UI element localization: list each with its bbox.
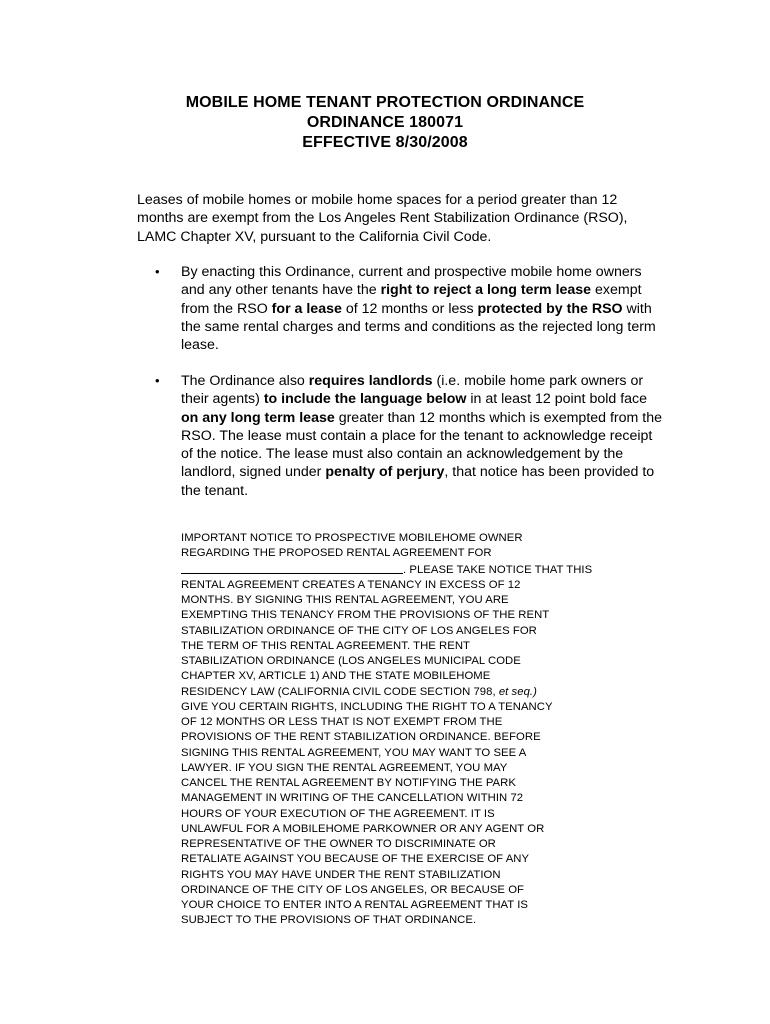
bullet-2-part: in at least 12 point bold face (466, 391, 648, 408)
bullet-2-part: (i.e. mobile home park owners or their agents) (181, 373, 644, 408)
notice-italic-text: et seq.) (498, 685, 537, 698)
notice-line: SUBJECT TO THE PROVISIONS OF THAT ORDINANCE. (181, 914, 477, 927)
notice-line: YOUR CHOICE TO ENTER INTO A RENTAL AGREEMENT THAT IS (181, 899, 529, 911)
bullet-2-text (181, 372, 667, 500)
notice-line: RIGHTS YOU MAY HAVE UNDER THE RENT STABILIZATION (181, 868, 501, 881)
bullet-1-part: By enacting this Ordinance, current and prospective mobile home owners and any other tenants have the (181, 264, 642, 299)
notice-line: GIVE YOU CERTAIN RIGHTS, INCLUDING THE RIGHT TO A TENANCY (181, 700, 553, 713)
notice-line-text: RESIDENCY LAW (CALIFORNIA CIVIL CODE SECTION 798, (181, 685, 499, 698)
bullet-1-part: with the same rental charges and terms and conditions as the rejected long term lease. (181, 300, 656, 354)
notice-line: PROVISIONS OF THE RENT STABILIZATION ORDINANCE. BEFORE (181, 731, 541, 744)
notice-line-text: . PLEASE TAKE NOTICE THAT THIS (403, 563, 593, 576)
notice-line: IMPORTANT NOTICE TO PROSPECTIVE MOBILEHOME OWNER (181, 532, 523, 544)
bullet-1-text (181, 263, 667, 354)
notice-line: THE TERM OF THIS RENTAL AGREEMENT. THE RENT (181, 639, 470, 652)
notice-line: HOURS OF YOUR EXECUTION OF THE AGREEMENT. IT IS (181, 807, 495, 820)
intro-paragraph: Leases of mobile homes or mobile home spaces for a period greater than 12 months are exempt from the Los Angeles Rent Stabilization Ordinance (RSO), LAMC Chapter XV, pursuant to the California Civil Code. (137, 192, 628, 245)
notice-line: STABILIZATION ORDINANCE (LOS ANGELES MUNICIPAL CODE (181, 655, 521, 667)
bullet-dot-icon: • (155, 373, 160, 388)
notice-line: MANAGEMENT IN WRITING OF THE CANCELLATION WITHIN 72 (181, 792, 524, 805)
notice-line: CHAPTER XV, ARTICLE 1) AND THE STATE MOBILEHOME (181, 670, 491, 683)
blank-fill-line (181, 562, 403, 574)
bullet-2-bold: requires landlords (308, 373, 433, 389)
bullet-dot-icon: • (155, 264, 160, 279)
bullet-2-part: The Ordinance also (181, 373, 309, 389)
title-line-1: MOBILE HOME TENANT PROTECTION ORDINANCE (185, 94, 585, 111)
important-notice-block (181, 531, 621, 929)
notice-line (181, 685, 621, 700)
bullet-2-part: , that notice has been provided to the tenant. (181, 464, 655, 499)
bullet-2-bold: to include the language below (263, 391, 467, 408)
title-line-2: ORDINANCE 180071 (306, 114, 464, 131)
notice-line: UNLAWFUL FOR A MOBILEHOME PARKOWNER OR ANY AGENT OR (181, 822, 545, 835)
bullet-1-bold: for a lease (271, 300, 342, 317)
bullet-1-bold: protected by the RSO (477, 300, 623, 317)
notice-line: SIGNING THIS RENTAL AGREEMENT, YOU MAY WANT TO SEE A (181, 746, 527, 759)
notice-line: ORDINANCE OF THE CITY OF LOS ANGELES, OR BECAUSE OF (181, 883, 524, 896)
document-title (0, 93, 770, 153)
notice-line: RETALIATE AGAINST YOU BECAUSE OF THE EXERCISE OF ANY (181, 853, 530, 866)
bullet-1-part: of 12 months or less (341, 300, 478, 317)
title-line-3: EFFECTIVE 8/30/2008 (302, 134, 468, 151)
notice-line: OF 12 MONTHS OR LESS THAT IS NOT EXEMPT FROM THE (181, 716, 503, 728)
bullet-2-bold: on any long term lease (181, 409, 335, 426)
notice-line: REPRESENTATIVE OF THE OWNER TO DISCRIMINATE OR (181, 838, 496, 850)
notice-line: EXEMPTING THIS TENANCY FROM THE PROVISIONS OF THE RENT (181, 609, 550, 622)
notice-line: STABILIZATION ORDINANCE OF THE CITY OF LOS ANGELES FOR (181, 624, 537, 637)
notice-line: REGARDING THE PROPOSED RENTAL AGREEMENT FOR (181, 547, 492, 560)
notice-line: MONTHS. BY SIGNING THIS RENTAL AGREEMENT, YOU ARE (181, 594, 509, 606)
bullet-1-bold: right to reject a long term lease (380, 282, 592, 299)
notice-line-with-blank (181, 562, 621, 578)
notice-line: RENTAL AGREEMENT CREATES A TENANCY IN EXCESS OF 12 (181, 578, 521, 591)
bullet-2-part: greater than 12 months which is exempted from the RSO. The lease must contain a place for the tenant to acknowledge receipt of the notice. The lease must also contain an acknowledgement by the landlord, signed under (181, 409, 663, 481)
bullet-2-bold: penalty of perjury (325, 464, 445, 481)
bullet-1-part: exempt from the RSO (181, 282, 642, 317)
notice-line: LAWYER. IF YOU SIGN THE RENTAL AGREEMENT, YOU MAY (181, 761, 508, 774)
notice-line: CANCEL THE RENTAL AGREEMENT BY NOTIFYING THE PARK (181, 777, 516, 789)
